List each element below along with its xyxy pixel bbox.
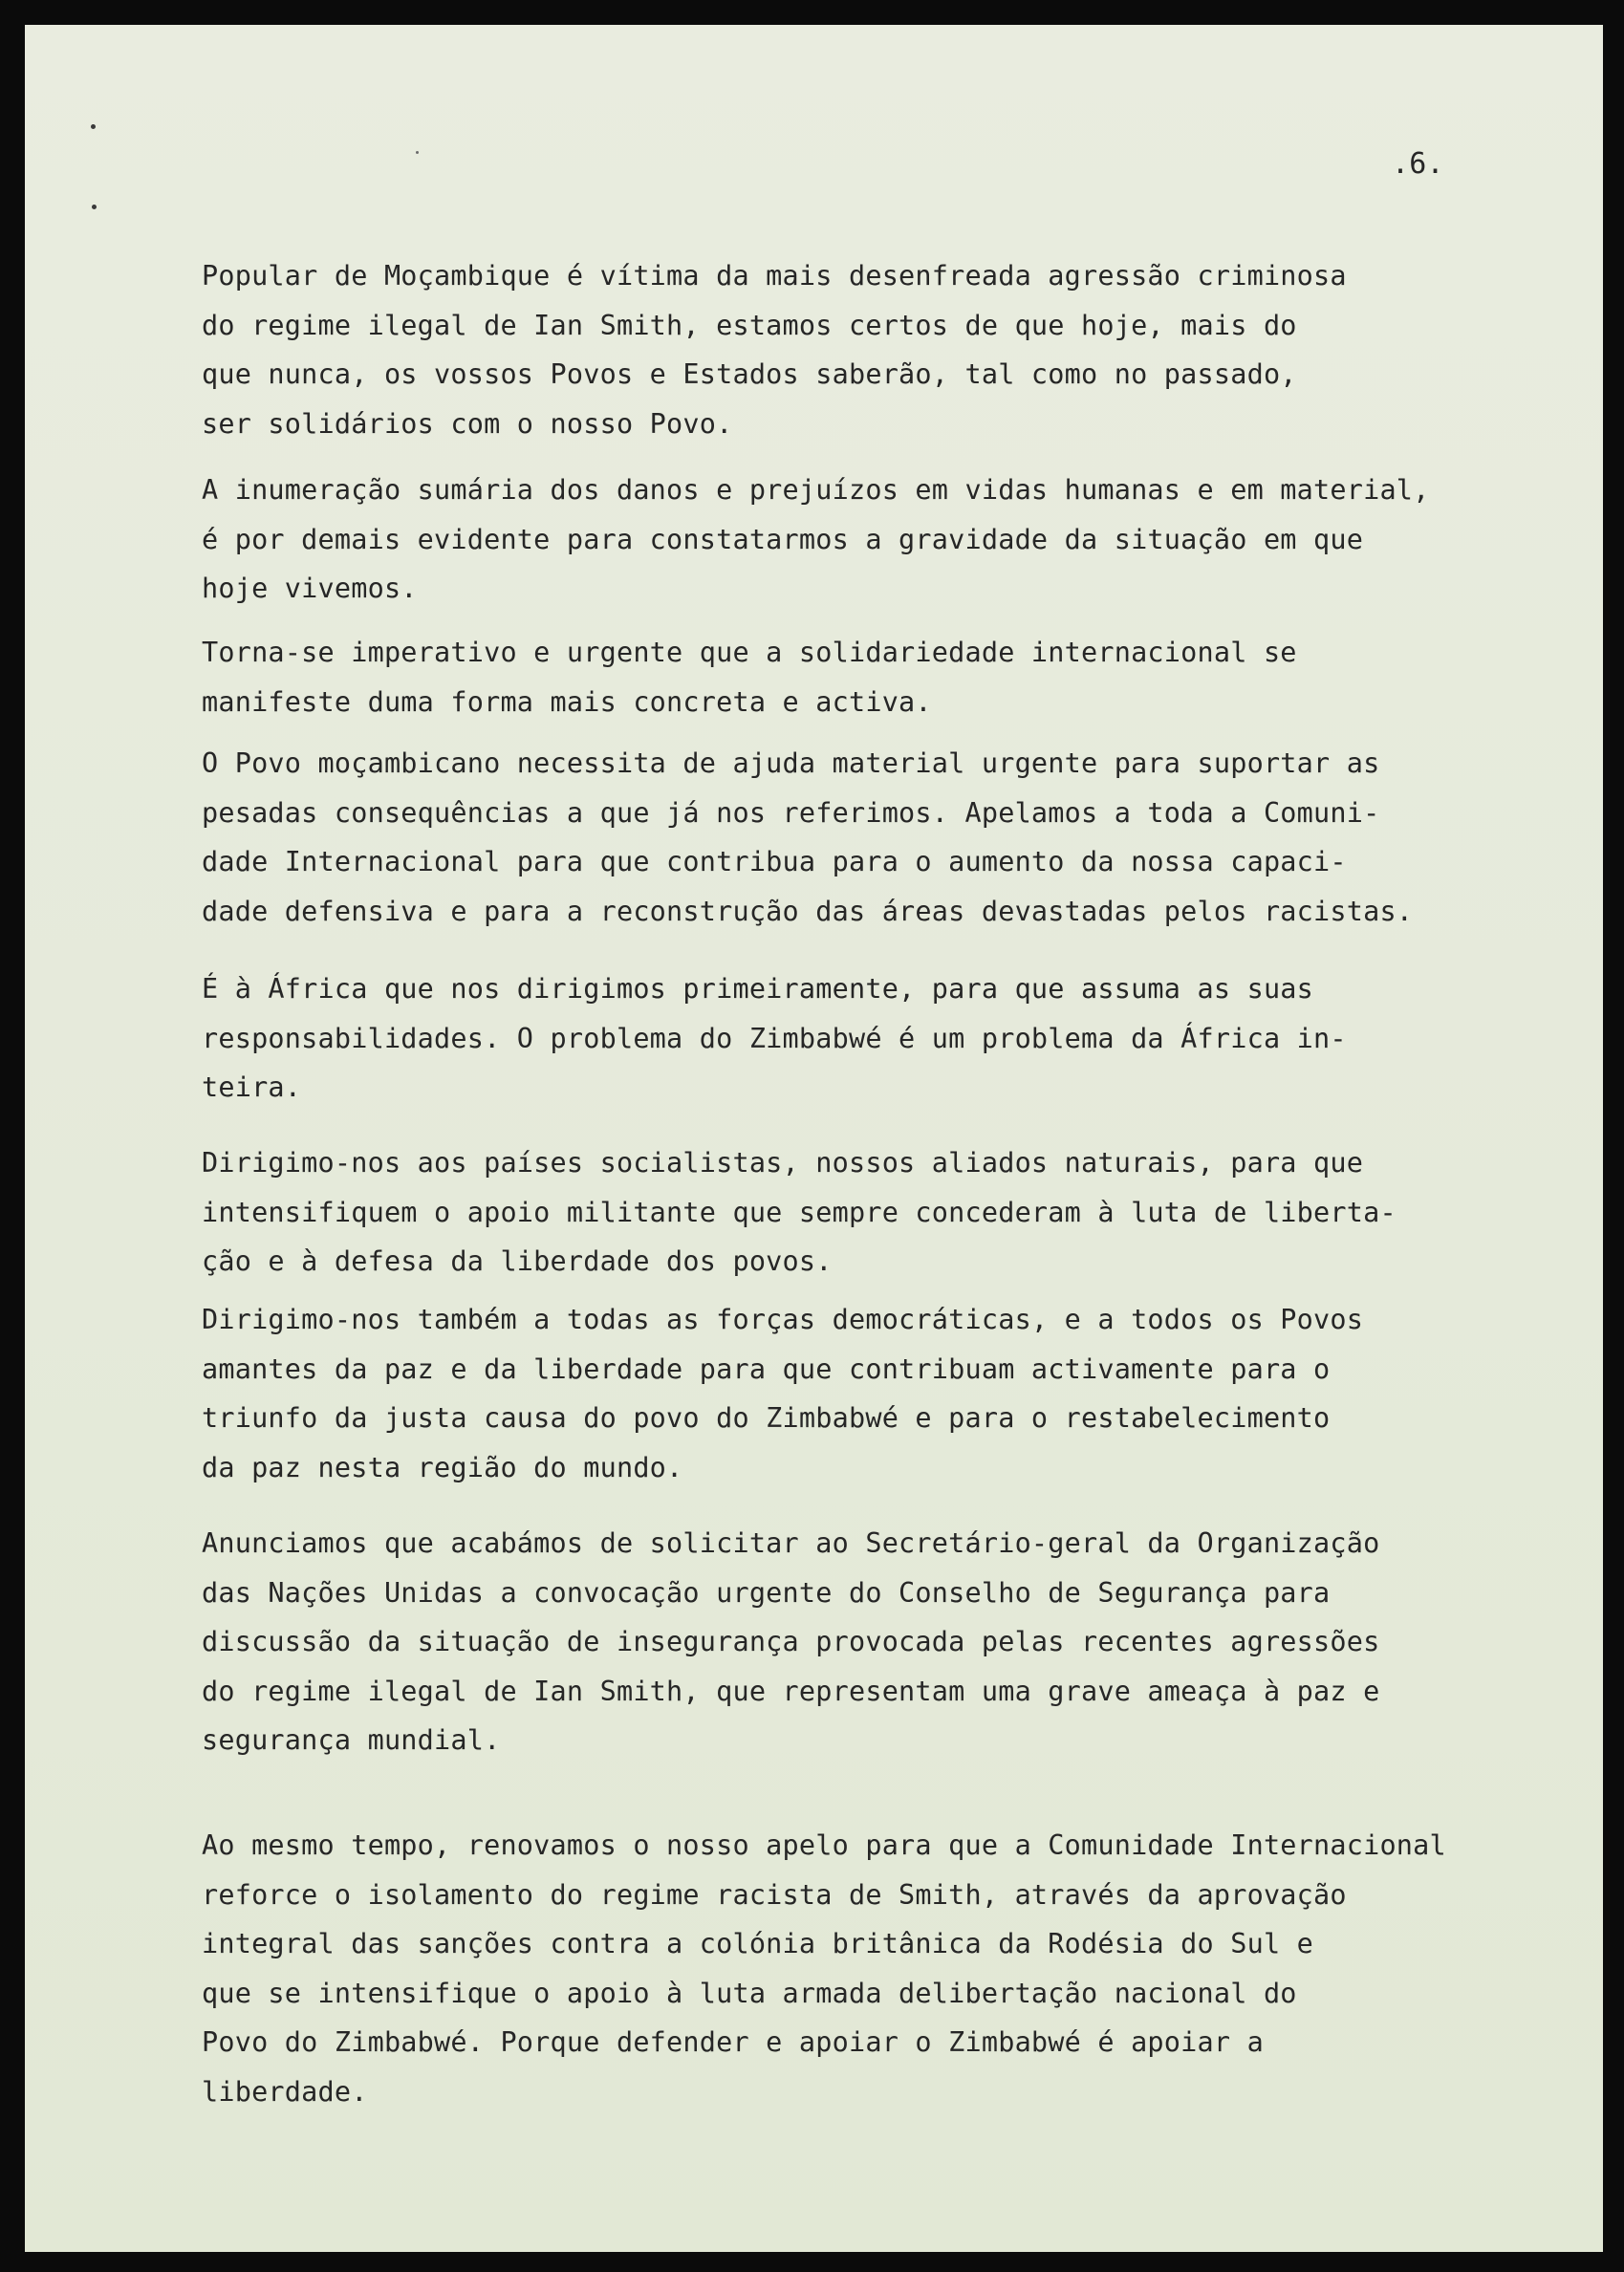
document-page	[25, 25, 1603, 2252]
paragraph-5	[202, 964, 1347, 1113]
text-line: segurança mundial.	[202, 1724, 501, 1756]
text-line: liberdade.	[202, 2075, 368, 2108]
text-line: pesadas consequências a que já nos referimos. Apelamos a toda a Comuni-	[202, 796, 1380, 829]
margin-mark-second	[92, 205, 97, 209]
text-line: discussão da situação de insegurança provocada pelas recentes agressões	[202, 1626, 1380, 1657]
text-line: A inumeração sumária dos danos e prejuízos em vidas humanas e em material,	[202, 474, 1430, 506]
text-line: Ao mesmo tempo, renovamos o nosso apelo para que a Comunidade Internacional	[202, 1829, 1446, 1861]
text-line: Dirigimo-nos também a todas as forças democráticas, e a todos os Povos	[202, 1304, 1364, 1335]
margin-mark-top	[91, 124, 96, 129]
text-line: Anunciamos que acabámos de solicitar ao Secretário-geral da Organização	[202, 1527, 1380, 1559]
paragraph-7	[202, 1295, 1363, 1492]
page-number: .6.	[1392, 147, 1444, 181]
text-line: da paz nesta região do mundo.	[202, 1451, 683, 1483]
paper-speck	[416, 151, 419, 154]
text-line: é por demais evidente para constatarmos a gravidade da situação em que	[202, 523, 1364, 555]
text-line: responsabilidades. O problema do Zimbabwé é um problema da África in-	[202, 1022, 1347, 1054]
paragraph-1	[202, 251, 1347, 448]
text-line: Popular de Moçambique é vítima da mais desenfreada agressão criminosa	[202, 260, 1347, 292]
text-line: manifeste duma forma mais concreta e activa.	[202, 685, 932, 718]
text-line: O Povo moçambicano necessita de ajuda material urgente para suportar as	[202, 747, 1380, 779]
paragraph-8	[202, 1519, 1379, 1765]
paragraph-4	[202, 739, 1413, 936]
text-line: ser solidários com o nosso Povo.	[202, 407, 733, 440]
paragraph-3	[202, 628, 1297, 726]
text-line: que se intensifique o apoio à luta armada delibertação nacional do	[202, 1977, 1297, 2009]
text-line: Povo do Zimbabwé. Porque defender e apoiar o Zimbabwé é apoiar a	[202, 2026, 1264, 2058]
paragraph-6	[202, 1138, 1397, 1287]
text-line: das Nações Unidas a convocação urgente do Conselho de Segurança para	[202, 1576, 1331, 1609]
text-line: do regime ilegal de Ian Smith, estamos certos de que hoje, mais do	[202, 309, 1297, 341]
text-line: teira.	[202, 1071, 302, 1103]
text-line: É à África que nos dirigimos primeiramente, para que assuma as suas	[202, 973, 1314, 1005]
text-line: ção e à defesa da liberdade dos povos.	[202, 1245, 833, 1277]
text-line: dade defensiva e para a reconstrução das áreas devastadas pelos racistas.	[202, 895, 1414, 927]
text-line: intensifiquem o apoio militante que sempre concederam à luta de liberta-	[202, 1196, 1397, 1228]
text-line: amantes da paz e da liberdade para que contribuam activamente para o	[202, 1352, 1331, 1385]
text-line: Torna-se imperativo e urgente que a solidariedade internacional se	[202, 637, 1297, 668]
text-line: hoje vivemos.	[202, 573, 418, 604]
text-line: triunfo da justa causa do povo do Zimbabwé e para o restabelecimento	[202, 1402, 1331, 1434]
text-line: reforce o isolamento do regime racista de Smith, através da aprovação	[202, 1878, 1347, 1911]
text-line: dade Internacional para que contribua para o aumento da nossa capaci-	[202, 846, 1347, 877]
paragraph-9	[202, 1821, 1446, 2116]
text-line: integral das sanções contra a colónia britânica da Rodésia do Sul e	[202, 1928, 1314, 1959]
text-line: que nunca, os vossos Povos e Estados saberão, tal como no passado,	[202, 358, 1297, 390]
paragraph-2	[202, 465, 1430, 614]
text-line: Dirigimo-nos aos países socialistas, nossos aliados naturais, para que	[202, 1147, 1364, 1179]
text-line: do regime ilegal de Ian Smith, que representam uma grave ameaça à paz e	[202, 1675, 1380, 1707]
